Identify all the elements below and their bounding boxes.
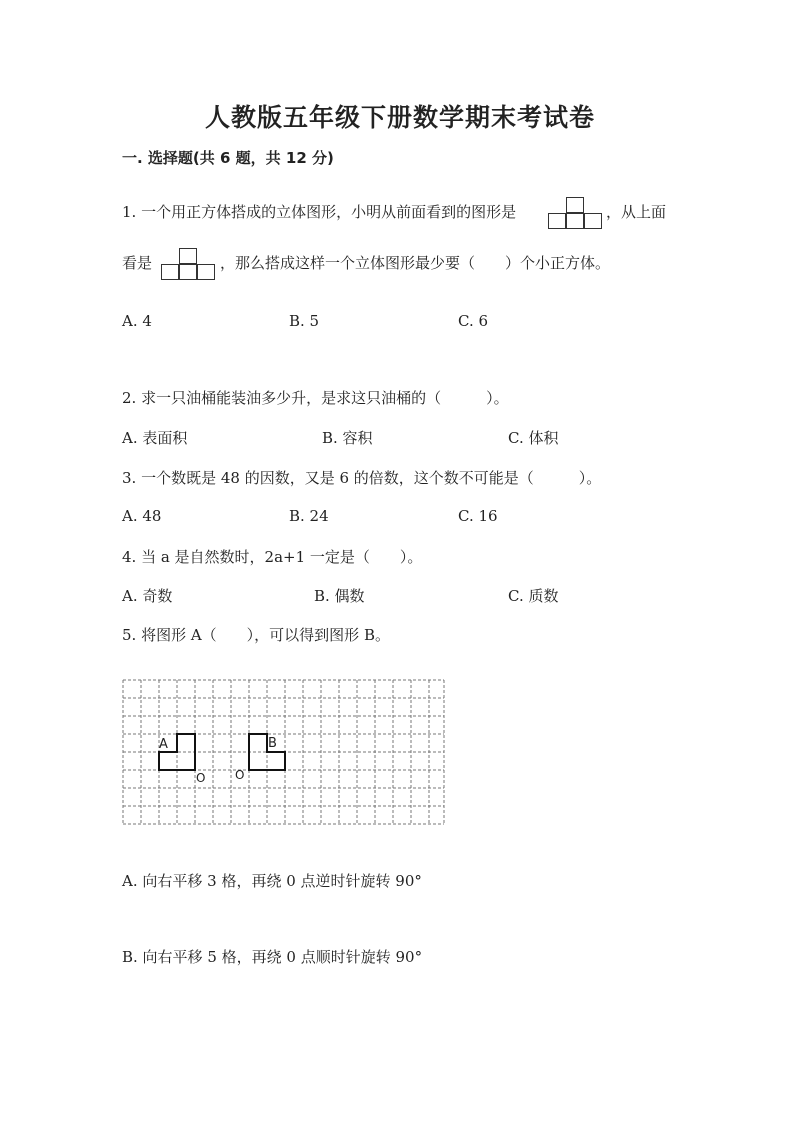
point-o-1: O — [196, 771, 206, 785]
grid-svg — [122, 678, 446, 826]
q4-option-c[interactable]: C. 质数 — [508, 587, 559, 605]
q5-option-a[interactable]: A. 向右平移 3 格，再绕 0 点逆时针旋转 90° — [122, 872, 422, 890]
q1-option-c[interactable]: C. 6 — [458, 312, 489, 330]
q3-option-c[interactable]: C. 16 — [458, 507, 498, 525]
q3-option-b[interactable]: B. 24 — [289, 507, 329, 525]
q5-option-b[interactable]: B. 向右平移 5 格，再绕 0 点顺时针旋转 90° — [122, 948, 423, 966]
q5-text: 5. 将图形 A（ ），可以得到图形 B。 — [122, 626, 390, 644]
q4-option-b[interactable]: B. 偶数 — [314, 587, 365, 605]
label-b: B — [268, 736, 277, 751]
grid-figure — [122, 678, 446, 826]
q1-line1-text: 1. 一个用正方体搭成的立体图形，小明从前面看到的图形是 — [122, 203, 517, 221]
q2-option-b[interactable]: B. 容积 — [322, 429, 373, 447]
section-heading: 一. 选择题(共 6 题，共 12 分) — [122, 149, 334, 167]
q1-line1-continued: ，从上面 — [606, 203, 667, 221]
q4-option-a[interactable]: A. 奇数 — [122, 587, 173, 605]
q1-line2-label: 看是 — [122, 254, 153, 272]
page-title: 人教版五年级下册数学期末考试卷 — [204, 103, 595, 132]
q1-option-b[interactable]: B. 5 — [289, 312, 320, 330]
q1-line2-text: ，那么搭成这样一个立体图形最少要（ ）个小正方体。 — [220, 254, 611, 272]
q2-option-c[interactable]: C. 体积 — [508, 429, 559, 447]
q3-text: 3. 一个数既是 48 的因数，又是 6 的倍数，这个数不可能是（ ）。 — [122, 469, 602, 487]
top-view-figure — [161, 248, 217, 284]
q3-option-a[interactable]: A. 48 — [122, 507, 162, 525]
q2-text: 2. 求一只油桶能装油多少升，是求这只油桶的（ ）。 — [122, 389, 509, 407]
front-view-figure — [548, 197, 604, 233]
q4-text: 4. 当 a 是自然数时，2a+1 一定是（ ）。 — [122, 548, 423, 566]
label-a: A — [159, 737, 168, 752]
q1-option-a[interactable]: A. 4 — [122, 312, 152, 330]
point-o-2: O — [235, 768, 245, 782]
q2-option-a[interactable]: A. 表面积 — [122, 429, 188, 447]
